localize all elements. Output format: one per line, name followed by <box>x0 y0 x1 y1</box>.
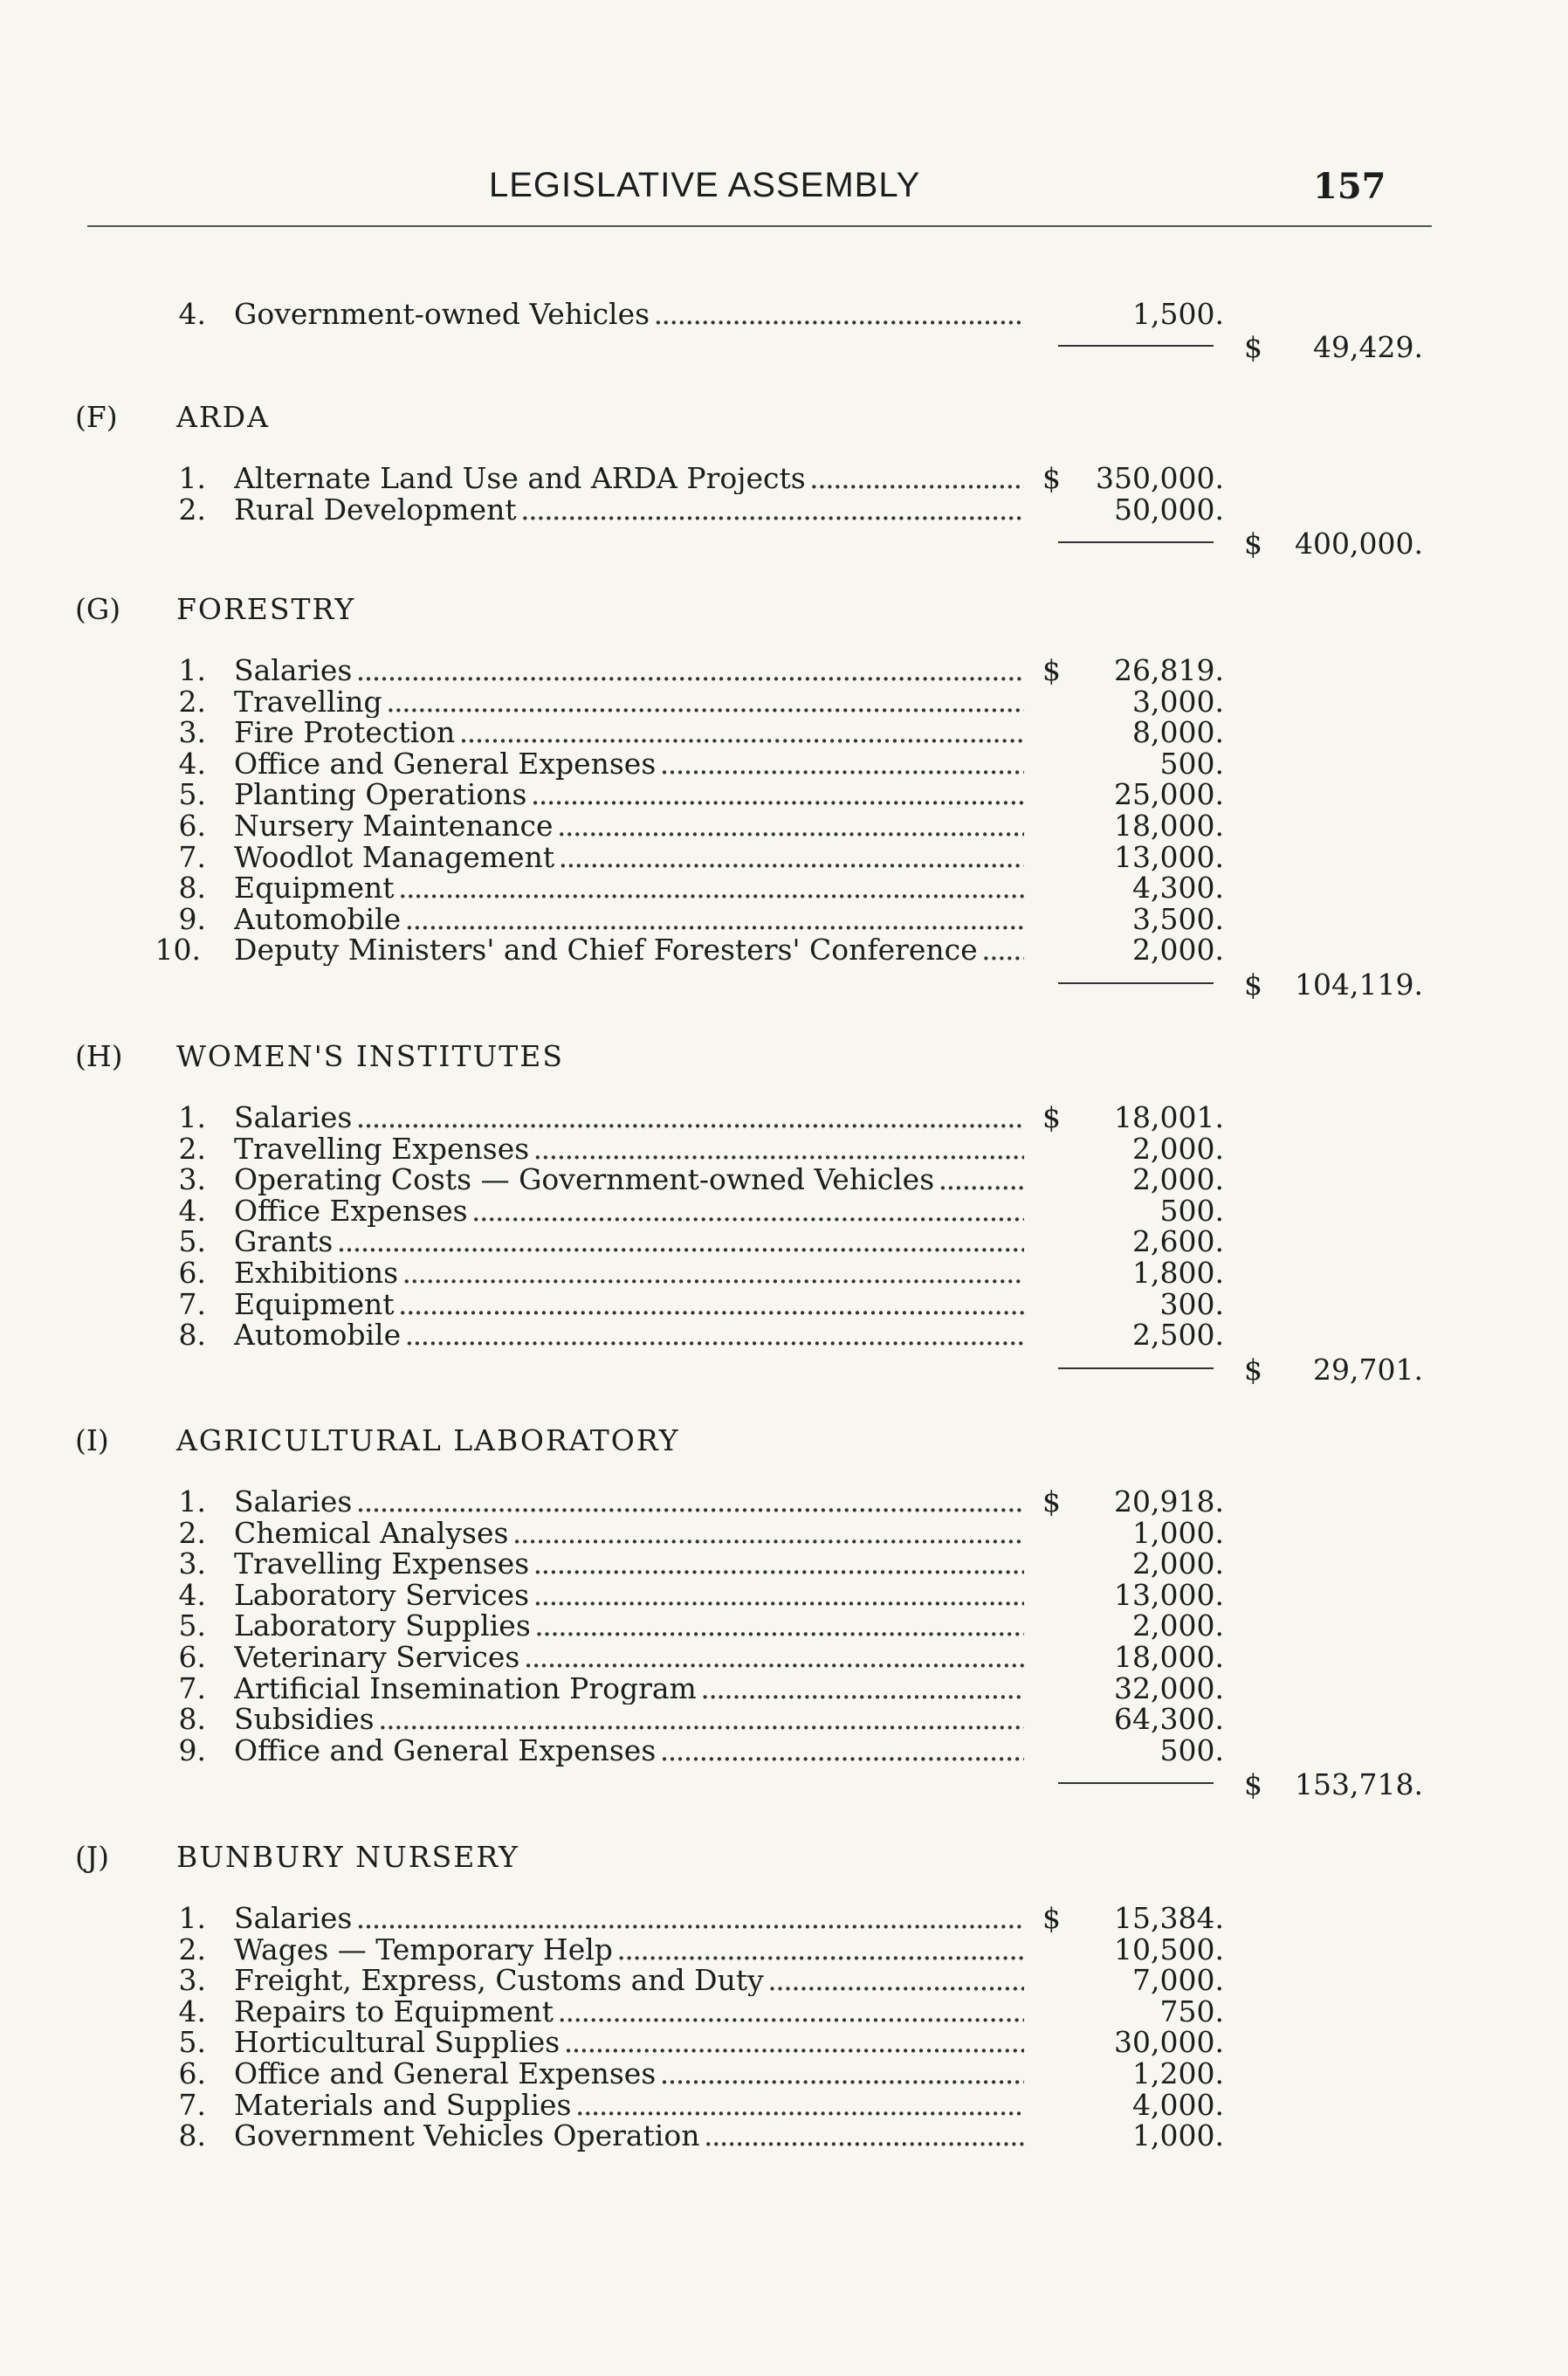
line-item <box>0 1610 1568 1642</box>
item-number: 9. <box>178 1732 206 1767</box>
section-letter: (G) <box>75 592 121 626</box>
total-rule <box>1058 345 1214 347</box>
item-number: 8. <box>178 1702 206 1737</box>
item-amount: 20,918. <box>1114 1484 1224 1519</box>
line-item <box>0 1934 1568 1966</box>
item-description: Artificial Insemination Program . . . <box>234 1673 1024 1705</box>
item-description: Equipment . . . <box>234 1289 1024 1320</box>
line-item <box>0 901 1568 936</box>
item-description: Automobile . . . <box>234 1319 1024 1351</box>
section-letter: (H) <box>75 1039 123 1073</box>
section-title: FORESTRY <box>176 592 356 626</box>
section-heading <box>0 1840 1568 1875</box>
item-description: Woodlot Management . . . <box>234 842 1024 873</box>
item-description: Planting Operations . . . <box>234 779 1024 810</box>
line-item <box>0 1164 1568 1195</box>
line-item <box>0 717 1568 748</box>
total-amount: 153,718. <box>1295 1767 1423 1802</box>
line-item <box>0 299 1568 330</box>
line-item <box>0 779 1568 810</box>
item-number: 2. <box>178 684 206 719</box>
item-amount: 1,000. <box>1132 1515 1224 1550</box>
item-number: 4. <box>178 746 206 781</box>
item-description: Laboratory Supplies . . . <box>234 1610 1024 1642</box>
total-dollar-sign: $ <box>1244 1767 1262 1802</box>
line-item <box>0 1642 1568 1673</box>
item-amount: 13,000. <box>1114 839 1224 874</box>
total-dollar-sign: $ <box>1244 329 1262 364</box>
line-item <box>0 810 1568 842</box>
item-number: 2. <box>178 1932 206 1966</box>
line-item <box>0 1319 1568 1351</box>
line-item <box>0 1257 1568 1289</box>
item-number: 9. <box>178 901 206 936</box>
line-item <box>0 1195 1568 1227</box>
line-item <box>0 1577 1568 1612</box>
line-item <box>0 494 1568 526</box>
item-description: Salaries . . . <box>234 655 1024 686</box>
item-number: 7. <box>178 839 206 874</box>
total-amount: 49,429. <box>1313 329 1423 364</box>
section-letter: (I) <box>75 1423 109 1457</box>
item-number: 7. <box>178 2087 206 2122</box>
item-number: 3. <box>178 1963 206 1998</box>
item-number: 7. <box>178 1286 206 1321</box>
item-description: Grants . . . <box>234 1226 1024 1257</box>
item-description: Salaries . . . <box>234 1903 1024 1934</box>
header-rule <box>87 225 1432 227</box>
item-description: Veterinary Services . . . <box>234 1642 1024 1673</box>
line-item <box>0 1704 1568 1735</box>
item-description: Chemical Analyses . . . <box>234 1518 1024 1549</box>
item-description: Rural Development . . . <box>234 494 1024 526</box>
item-description: Office and General Expenses . . . <box>234 1735 1024 1767</box>
item-description: Subsidies . . . <box>234 1704 1024 1735</box>
item-description: Fire Protection . . . <box>234 717 1024 748</box>
item-amount: 8,000. <box>1132 715 1224 750</box>
line-item <box>0 1732 1568 1767</box>
running-head <box>0 166 1568 218</box>
item-amount: 500. <box>1159 1193 1224 1228</box>
line-item <box>0 748 1568 780</box>
item-amount: 2,000. <box>1132 1608 1224 1643</box>
item-number: 7. <box>178 1670 206 1705</box>
item-description: Deputy Ministers' and Chief Foresters' Conference . . . <box>234 934 1024 966</box>
item-amount: 7,000. <box>1132 1963 1224 1998</box>
item-number: 3. <box>178 1162 206 1197</box>
total-amount: 400,000. <box>1295 527 1423 561</box>
section-total <box>0 1353 1568 1388</box>
item-number: 2. <box>178 492 206 527</box>
item-amount: 13,000. <box>1114 1577 1224 1612</box>
total-rule <box>1058 1782 1214 1784</box>
item-description: Office Expenses . . . <box>234 1195 1024 1227</box>
item-number: 4. <box>178 297 206 331</box>
line-item <box>0 1548 1568 1580</box>
total-dollar-sign: $ <box>1244 968 1262 1002</box>
item-number: 8. <box>178 1318 206 1353</box>
page-title: LEGISLATIVE ASSEMBLY <box>489 166 921 204</box>
item-amount: 2,000. <box>1132 1162 1224 1197</box>
item-number: 5. <box>178 777 206 812</box>
dollar-sign: $ <box>1042 1484 1061 1519</box>
item-description: Office and General Expenses . . . <box>234 2058 1024 2090</box>
item-number: 8. <box>178 871 206 906</box>
line-item <box>0 934 1568 966</box>
section-heading <box>0 1039 1568 1074</box>
total-rule <box>1058 982 1214 984</box>
item-amount: 1,000. <box>1132 2118 1224 2153</box>
dollar-sign: $ <box>1042 1100 1061 1134</box>
line-item <box>0 1903 1568 1934</box>
item-amount: 2,500. <box>1132 1318 1224 1353</box>
item-description: Nursery Maintenance . . . <box>234 810 1024 842</box>
item-amount: 30,000. <box>1114 2025 1224 2060</box>
item-number: 4. <box>178 1994 206 2028</box>
item-description: Government-owned Vehicles . . . <box>234 299 1024 330</box>
item-description: Office and General Expenses . . . <box>234 748 1024 780</box>
line-item <box>0 2087 1568 2122</box>
item-amount: 300. <box>1159 1286 1224 1321</box>
line-item <box>0 839 1568 874</box>
item-number: 5. <box>178 2025 206 2060</box>
line-item <box>0 872 1568 904</box>
item-number: 1. <box>178 653 206 687</box>
item-amount: 1,500. <box>1132 297 1224 331</box>
item-amount: 2,000. <box>1132 1546 1224 1581</box>
section-letter: (J) <box>75 1840 109 1874</box>
dollar-sign: $ <box>1042 653 1061 687</box>
item-amount: 18,000. <box>1114 809 1224 843</box>
total-dollar-sign: $ <box>1244 1352 1262 1387</box>
item-description: Alternate Land Use and ARDA Projects . . . <box>234 463 1024 494</box>
line-item <box>0 1670 1568 1705</box>
item-number: 2. <box>178 1131 206 1166</box>
item-description: Operating Costs — Government-owned Vehicles . . . <box>234 1164 1024 1195</box>
section-total <box>0 1767 1568 1802</box>
line-item <box>0 1286 1568 1321</box>
line-item <box>0 2058 1568 2090</box>
item-number: 5. <box>178 1224 206 1259</box>
section-heading <box>0 1423 1568 1458</box>
item-number: 6. <box>178 1640 206 1674</box>
item-amount: 32,000. <box>1114 1670 1224 1705</box>
line-item <box>0 2120 1568 2152</box>
item-amount: 500. <box>1159 746 1224 781</box>
item-description: Freight, Express, Customs and Duty . . . <box>234 1965 1024 1996</box>
dollar-sign: $ <box>1042 1901 1061 1935</box>
item-description: Repairs to Equipment . . . <box>234 1996 1024 2028</box>
section-total <box>0 968 1568 1002</box>
item-amount: 1,200. <box>1132 2056 1224 2090</box>
item-description: Wages — Temporary Help . . . <box>234 1934 1024 1966</box>
item-number: 4. <box>178 1577 206 1612</box>
item-description: Government Vehicles Operation . . . <box>234 2120 1024 2152</box>
item-amount: 10,500. <box>1114 1932 1224 1966</box>
section-heading <box>0 400 1568 435</box>
total-amount: 104,119. <box>1295 968 1423 1002</box>
section-title: BUNBURY NURSERY <box>176 1840 519 1874</box>
line-item <box>0 463 1568 494</box>
item-amount: 4,300. <box>1132 871 1224 906</box>
line-item <box>0 2027 1568 2058</box>
item-description: Materials and Supplies . . . <box>234 2090 1024 2121</box>
page-number: 157 <box>1313 166 1386 207</box>
item-amount: 25,000. <box>1114 777 1224 812</box>
item-amount: 15,384. <box>1114 1901 1224 1935</box>
item-description: Travelling Expenses . . . <box>234 1133 1024 1165</box>
line-item <box>0 1133 1568 1165</box>
item-number: 1. <box>178 1901 206 1935</box>
section-title: AGRICULTURAL LABORATORY <box>176 1423 680 1457</box>
total-dollar-sign: $ <box>1244 527 1262 561</box>
item-amount: 2,600. <box>1132 1224 1224 1259</box>
item-number: 10. <box>155 933 201 968</box>
item-number: 3. <box>178 1546 206 1581</box>
item-description: Salaries . . . <box>234 1486 1024 1518</box>
line-item <box>0 686 1568 718</box>
item-number: 4. <box>178 1193 206 1228</box>
line-item <box>0 1515 1568 1550</box>
item-number: 3. <box>178 715 206 750</box>
line-item <box>0 1226 1568 1257</box>
item-description: Automobile . . . <box>234 904 1024 935</box>
section-title: WOMEN'S INSTITUTES <box>176 1039 564 1073</box>
section-heading <box>0 592 1568 627</box>
line-item <box>0 1996 1568 2028</box>
item-number: 6. <box>178 2056 206 2090</box>
item-number: 6. <box>178 1256 206 1290</box>
line-item <box>0 1102 1568 1133</box>
section-total <box>0 330 1568 365</box>
section-title: ARDA <box>176 400 270 434</box>
section-total <box>0 527 1568 561</box>
item-number: 6. <box>178 809 206 843</box>
item-number: 1. <box>178 461 206 495</box>
item-amount: 500. <box>1159 1732 1224 1767</box>
item-amount: 18,001. <box>1114 1100 1224 1134</box>
item-amount: 18,000. <box>1114 1640 1224 1674</box>
item-description: Laboratory Services . . . <box>234 1580 1024 1611</box>
item-amount: 2,000. <box>1132 933 1224 968</box>
item-amount: 350,000. <box>1096 461 1224 495</box>
item-number: 2. <box>178 1515 206 1550</box>
item-description: Travelling Expenses . . . <box>234 1548 1024 1580</box>
total-amount: 29,701. <box>1313 1352 1423 1387</box>
item-number: 1. <box>178 1484 206 1519</box>
line-item <box>0 655 1568 686</box>
item-description: Horticultural Supplies . . . <box>234 2027 1024 2058</box>
item-amount: 50,000. <box>1114 492 1224 527</box>
item-amount: 1,800. <box>1132 1256 1224 1290</box>
item-amount: 3,000. <box>1132 684 1224 719</box>
item-description: Travelling . . . <box>234 686 1024 718</box>
item-amount: 750. <box>1159 1994 1224 2028</box>
dollar-sign: $ <box>1042 461 1061 495</box>
total-rule <box>1058 1367 1214 1369</box>
item-amount: 26,819. <box>1114 653 1224 687</box>
item-amount: 64,300. <box>1114 1702 1224 1737</box>
item-description: Equipment . . . <box>234 872 1024 904</box>
item-number: 5. <box>178 1608 206 1643</box>
section-letter: (F) <box>75 400 118 434</box>
item-amount: 2,000. <box>1132 1131 1224 1166</box>
line-item <box>0 1965 1568 1996</box>
item-amount: 4,000. <box>1132 2087 1224 2122</box>
total-rule <box>1058 541 1214 543</box>
item-number: 8. <box>178 2118 206 2153</box>
item-description: Exhibitions . . . <box>234 1257 1024 1289</box>
item-number: 1. <box>178 1100 206 1134</box>
line-item <box>0 1486 1568 1518</box>
item-amount: 3,500. <box>1132 901 1224 936</box>
item-description: Salaries . . . <box>234 1102 1024 1133</box>
